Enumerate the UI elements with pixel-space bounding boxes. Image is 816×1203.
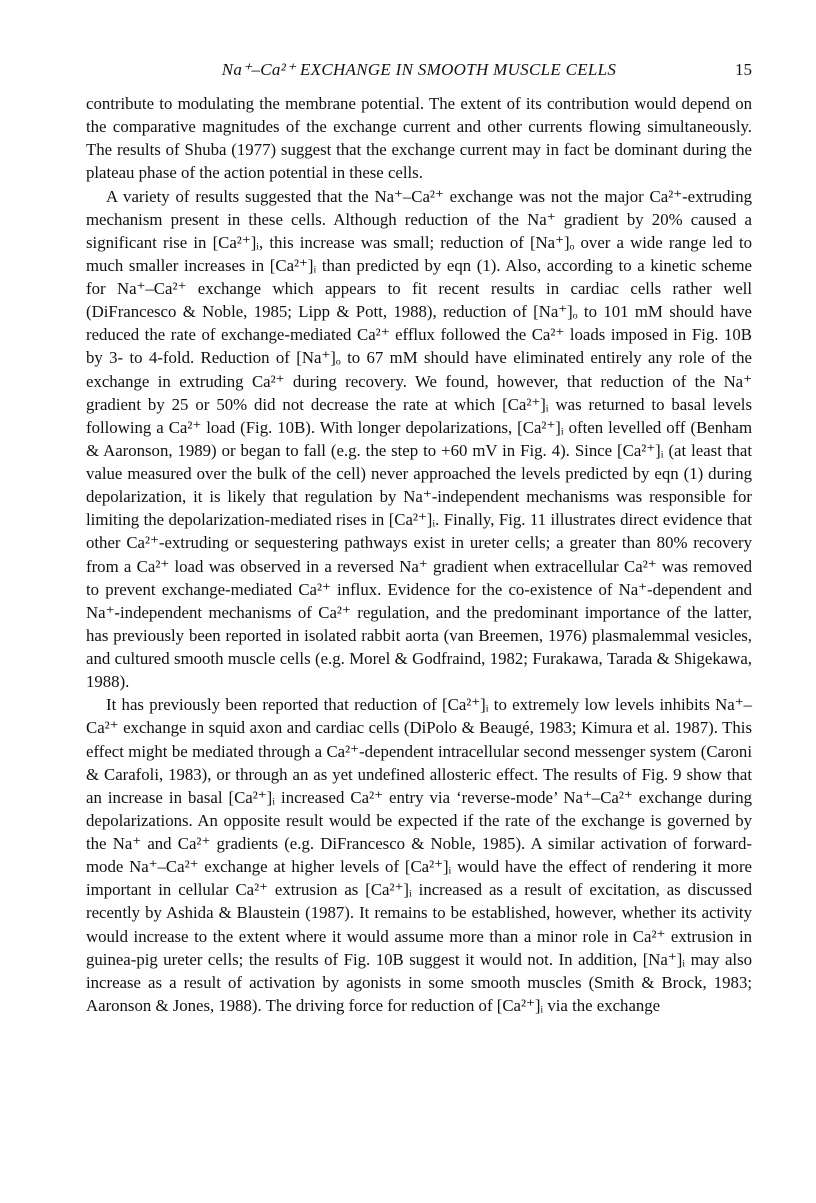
article-body bbox=[86, 92, 752, 1017]
paragraph-continuation: contribute to modulating the membrane potential. The extent of its contribution would depend on the comparative magnitudes of the exchange current and other currents flowing simultaneously. The results of Shuba (1977) suggest that the exchange current may in fact be dominant during the plateau phase of the action potential in these cells. bbox=[86, 94, 752, 183]
page-header bbox=[86, 58, 752, 84]
page-number: 15 bbox=[735, 60, 752, 79]
running-title: Na⁺–Ca²⁺ EXCHANGE IN SMOOTH MUSCLE CELLS bbox=[221, 60, 617, 79]
paragraph-exchange-role: A variety of results suggested that the Na⁺–Ca²⁺ exchange was not the major Ca²⁺-extruding mechanism present in these cells. Although reduction of the Na⁺ gradient by 20% caused a significant rise in [Ca²⁺]ᵢ, this increase was small; reduction of [Na⁺]ₒ over a wide range led to much smaller increases in [Ca²⁺]ᵢ than predicted by eqn (1). Also, according to a kinetic scheme for Na⁺–Ca²⁺ exchange which appears to fit recent results in cardiac cells rather well (DiFrancesco & Noble, 1985; Lipp & Pott, 1988), reduction of [Na⁺]ₒ to 101 mM should have reduced the rate of exchange-mediated Ca²⁺ efflux followed the Ca²⁺ loads imposed in Fig. 10B by 3- to 4-fold. Reduction of [Na⁺]ₒ to 67 mM should have eliminated entirely any role of the exchange in extruding Ca²⁺ during recovery. We found, however, that reduction of the Na⁺ gradient by 25 or 50% did not decrease the rate at which [Ca²⁺]ᵢ was returned to basal levels following a Ca²⁺ load (Fig. 10B). With longer depolarizations, [Ca²⁺]ᵢ often levelled off (Benham & Aaronson, 1989) or began to fall (e.g. the step to +60 mV in Fig. 4). Since [Ca²⁺]ᵢ (at least that value measured over the bulk of the cell) never approached the levels predicted by eqn (1) during depolarization, it is likely that regulation by Na⁺-independent mechanisms was responsible for limiting the depolarization-mediated rises in [Ca²⁺]ᵢ. Finally, Fig. 11 illustrates direct evidence that other Ca²⁺-extruding or sequestering pathways exist in ureter cells; a greater than 80% recovery from a Ca²⁺ load was observed in a reversed Na⁺ gradient when extracellular Ca²⁺ was removed to prevent exchange-mediated Ca²⁺ influx. Evidence for the co-existence of Na⁺-dependent and Na⁺-independent mechanisms of Ca²⁺ regulation, and the predominant importance of the latter, has previously been reported in isolated rabbit aorta (van Breemen, 1976) plasmalemmal vesicles, and cultured smooth muscle cells (e.g. Morel & Godfraind, 1982; Furakawa, Tarada & Shigekawa, 1988). bbox=[86, 186, 752, 692]
paragraph-exchange-regulation: It has previously been reported that reduction of [Ca²⁺]ᵢ to extremely low levels inhibits Na⁺–Ca²⁺ exchange in squid axon and cardiac cells (DiPolo & Beaugé, 1983; Kimura et al. 1987). This effect might be mediated through a Ca²⁺-dependent intracellular second messenger system (Caroni & Carafoli, 1983), or through an as yet undefined allosteric effect. The results of Fig. 9 show that an increase in basal [Ca²⁺]ᵢ increased Ca²⁺ entry via ‘reverse-mode’ Na⁺–Ca²⁺ exchange during depolarizations. An opposite result would be expected if the rate of the exchange is governed by the Na⁺ and Ca²⁺ gradients (e.g. DiFrancesco & Noble, 1985). A similar activation of forward-mode Na⁺–Ca²⁺ exchange at higher levels of [Ca²⁺]ᵢ would have the effect of rendering it more important in cellular Ca²⁺ extrusion as [Ca²⁺]ᵢ increased as a result of excitation, as discussed recently by Ashida & Blaustein (1987). It remains to be established, however, whether its activity would increase to the extent where it would assume more than a minor role in Ca²⁺ extrusion in guinea-pig ureter cells; the results of Fig. 10B suggest it would not. In addition, [Na⁺]ᵢ may also increase as a result of activation by agonists in some smooth muscles (Smith & Brock, 1983; Aaronson & Jones, 1988). The driving force for reduction of [Ca²⁺]ᵢ via the exchange bbox=[86, 695, 752, 1015]
